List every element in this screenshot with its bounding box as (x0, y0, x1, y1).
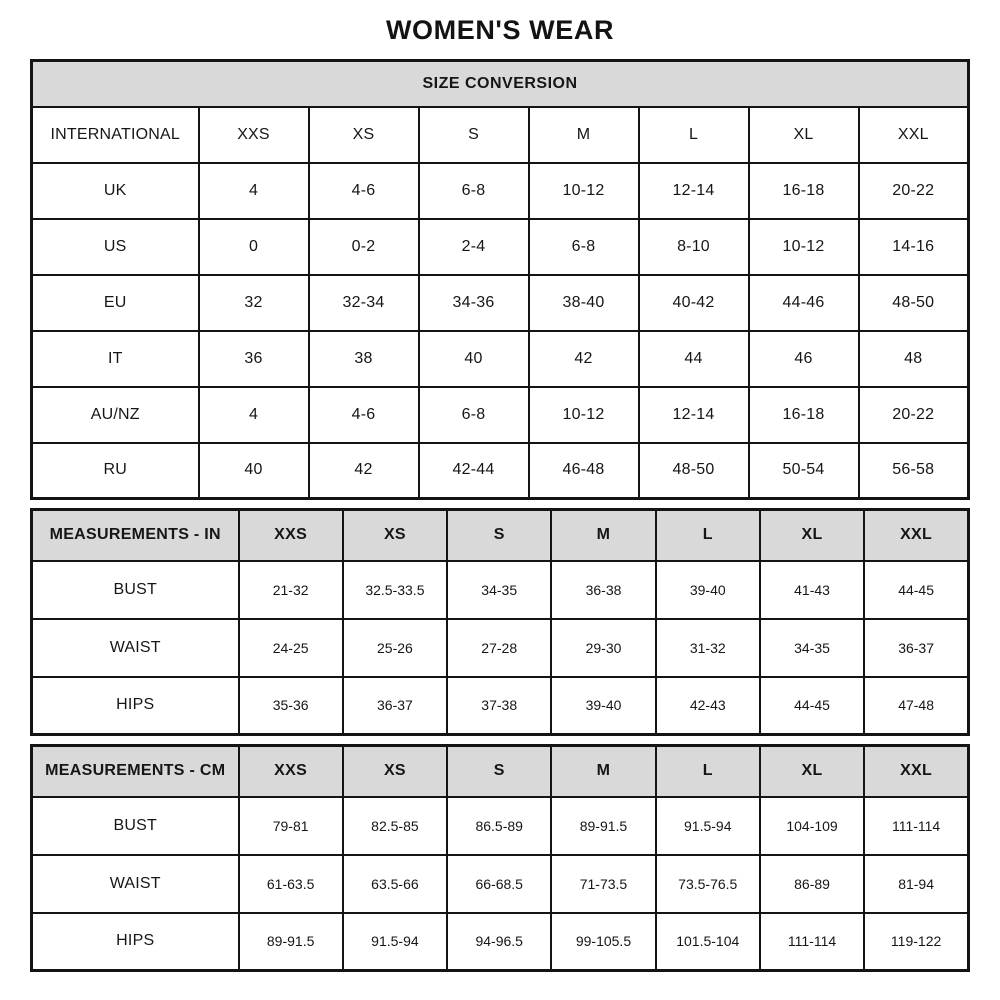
cell: 94-96.5 (447, 913, 551, 971)
row-label: UK (32, 163, 199, 219)
size-conversion-header: SIZE CONVERSION (32, 61, 969, 107)
table-row (32, 913, 969, 971)
cell: 42 (309, 443, 419, 499)
cell: 20-22 (859, 163, 969, 219)
cell: 119-122 (864, 913, 968, 971)
cell: 6-8 (419, 163, 529, 219)
cell: 14-16 (859, 219, 969, 275)
column-header: XL (749, 107, 859, 163)
table-row (32, 163, 969, 219)
row-label: WAIST (32, 619, 239, 677)
cell: 81-94 (864, 855, 968, 913)
column-header: L (656, 510, 760, 561)
table-row (32, 219, 969, 275)
cell: 71-73.5 (551, 855, 655, 913)
row-label: BUST (32, 797, 239, 855)
cell: 46 (749, 331, 859, 387)
cell: 0 (199, 219, 309, 275)
column-header: S (419, 107, 529, 163)
cell: 6-8 (419, 387, 529, 443)
cell: 101.5-104 (656, 913, 760, 971)
cell: 34-36 (419, 275, 529, 331)
row-label: WAIST (32, 855, 239, 913)
cell: 86-89 (760, 855, 864, 913)
cell: 12-14 (639, 163, 749, 219)
cell: 16-18 (749, 163, 859, 219)
table-row (32, 677, 969, 735)
column-header: XXS (199, 107, 309, 163)
column-header: XXL (864, 746, 968, 797)
row-label: IT (32, 331, 199, 387)
cell: 4 (199, 387, 309, 443)
page-title: WOMEN'S WEAR (385, 15, 615, 45)
column-header: XXS (239, 510, 343, 561)
cell: 34-35 (447, 561, 551, 619)
column-header: XXS (239, 746, 343, 797)
table-row (32, 619, 969, 677)
cell: 20-22 (859, 387, 969, 443)
table-spacer (0, 500, 1000, 508)
cell: 79-81 (239, 797, 343, 855)
column-header: XL (760, 510, 864, 561)
cell: 31-32 (656, 619, 760, 677)
cell: 16-18 (749, 387, 859, 443)
cell: 36-37 (864, 619, 968, 677)
cell: 91.5-94 (343, 913, 447, 971)
cell: 21-32 (239, 561, 343, 619)
column-header: S (447, 510, 551, 561)
table-row (32, 331, 969, 387)
size-conversion-table (30, 59, 970, 500)
measurements-in-table (30, 508, 970, 736)
cell: 44-45 (864, 561, 968, 619)
cell: 48-50 (639, 443, 749, 499)
cell: 39-40 (551, 677, 655, 735)
cell: 32.5-33.5 (343, 561, 447, 619)
cell: 91.5-94 (656, 797, 760, 855)
cell: 111-114 (864, 797, 968, 855)
cell: 56-58 (859, 443, 969, 499)
column-header: S (447, 746, 551, 797)
cell: 61-63.5 (239, 855, 343, 913)
cell: 47-48 (864, 677, 968, 735)
row-label: BUST (32, 561, 239, 619)
cell: 10-12 (529, 387, 639, 443)
cell: 10-12 (529, 163, 639, 219)
row-label: HIPS (32, 913, 239, 971)
table-header-row (32, 61, 969, 107)
cell: 2-4 (419, 219, 529, 275)
cell: 4 (199, 163, 309, 219)
measurements-in-header: MEASUREMENTS - IN (32, 510, 239, 561)
cell: 24-25 (239, 619, 343, 677)
cell: 35-36 (239, 677, 343, 735)
cell: 111-114 (760, 913, 864, 971)
cell: 44-46 (749, 275, 859, 331)
cell: 42-43 (656, 677, 760, 735)
cell: 86.5-89 (447, 797, 551, 855)
column-header: XXL (864, 510, 968, 561)
row-label: EU (32, 275, 199, 331)
table-row (32, 443, 969, 499)
cell: 12-14 (639, 387, 749, 443)
column-header: L (656, 746, 760, 797)
cell: 8-10 (639, 219, 749, 275)
cell: 40 (419, 331, 529, 387)
cell: 36 (199, 331, 309, 387)
cell: 89-91.5 (551, 797, 655, 855)
cell: 104-109 (760, 797, 864, 855)
table-header-row (32, 510, 969, 561)
column-header: M (551, 746, 655, 797)
cell: 4-6 (309, 163, 419, 219)
table-spacer (0, 736, 1000, 744)
cell: 36-37 (343, 677, 447, 735)
row-label: AU/NZ (32, 387, 199, 443)
row-label: US (32, 219, 199, 275)
cell: 44-45 (760, 677, 864, 735)
cell: 48 (859, 331, 969, 387)
column-header: M (529, 107, 639, 163)
column-header: XL (760, 746, 864, 797)
measurements-cm-header: MEASUREMENTS - CM (32, 746, 239, 797)
cell: 44 (639, 331, 749, 387)
table-row (32, 275, 969, 331)
column-header: XS (309, 107, 419, 163)
table-row (32, 561, 969, 619)
table-row (32, 797, 969, 855)
cell: 37-38 (447, 677, 551, 735)
column-header: L (639, 107, 749, 163)
table-header-row (32, 746, 969, 797)
cell: 66-68.5 (447, 855, 551, 913)
measurements-cm-table (30, 744, 970, 972)
cell: 38 (309, 331, 419, 387)
cell: 32-34 (309, 275, 419, 331)
column-header: M (551, 510, 655, 561)
cell: 36-38 (551, 561, 655, 619)
row-label: HIPS (32, 677, 239, 735)
cell: 40 (199, 443, 309, 499)
cell: 39-40 (656, 561, 760, 619)
row-label: RU (32, 443, 199, 499)
table-row (32, 855, 969, 913)
cell: 38-40 (529, 275, 639, 331)
cell: 48-50 (859, 275, 969, 331)
cell: 0-2 (309, 219, 419, 275)
cell: 34-35 (760, 619, 864, 677)
cell: 73.5-76.5 (656, 855, 760, 913)
cell: 32 (199, 275, 309, 331)
cell: 63.5-66 (343, 855, 447, 913)
cell: 40-42 (639, 275, 749, 331)
cell: 89-91.5 (239, 913, 343, 971)
cell: 50-54 (749, 443, 859, 499)
row-label: INTERNATIONAL (32, 107, 199, 163)
cell: 4-6 (309, 387, 419, 443)
cell: 46-48 (529, 443, 639, 499)
column-header: XS (343, 510, 447, 561)
column-header: XS (343, 746, 447, 797)
table-row (32, 387, 969, 443)
cell: 42-44 (419, 443, 529, 499)
cell: 10-12 (749, 219, 859, 275)
column-header: XXL (859, 107, 969, 163)
cell: 25-26 (343, 619, 447, 677)
cell: 27-28 (447, 619, 551, 677)
cell: 29-30 (551, 619, 655, 677)
cell: 99-105.5 (551, 913, 655, 971)
cell: 82.5-85 (343, 797, 447, 855)
cell: 42 (529, 331, 639, 387)
cell: 41-43 (760, 561, 864, 619)
table-row (32, 107, 969, 163)
cell: 6-8 (529, 219, 639, 275)
